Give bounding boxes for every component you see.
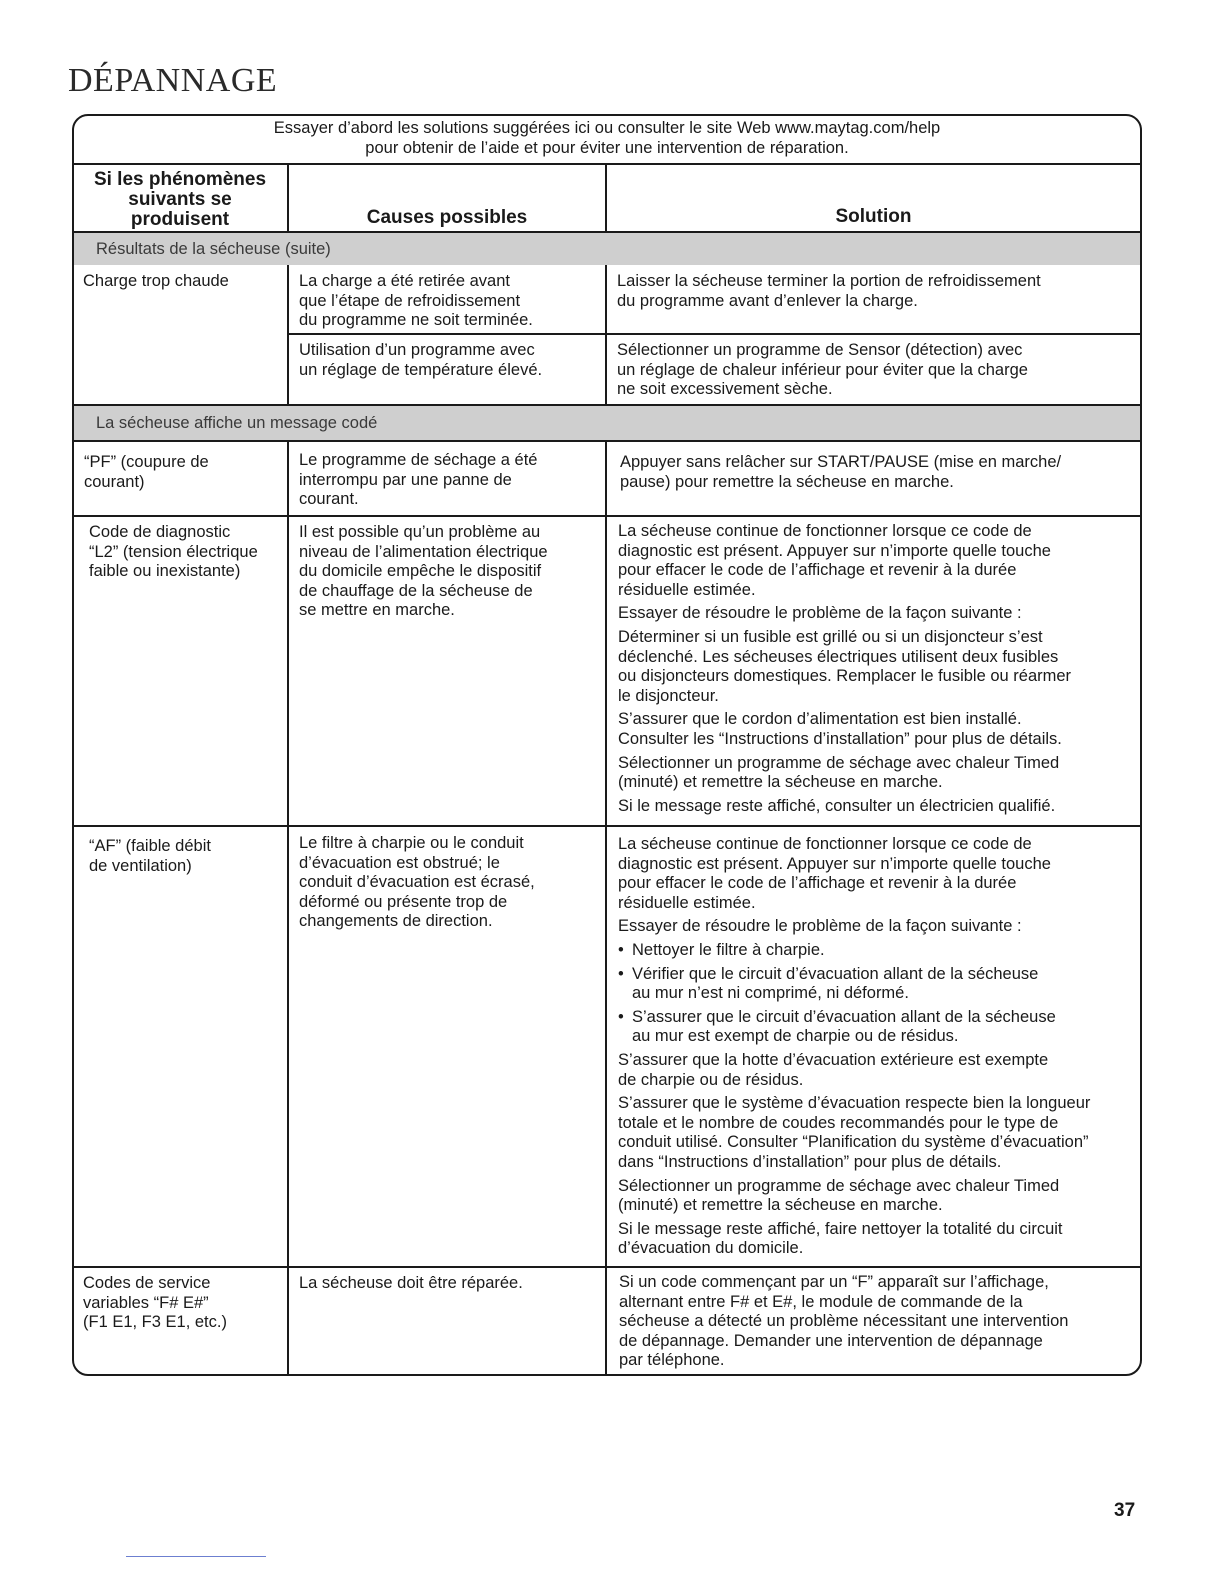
bullet-icon: • — [618, 964, 624, 983]
solution-cell — [618, 835, 1090, 1263]
header-cause: Causes possibles — [366, 207, 528, 228]
footer-rule — [126, 1556, 266, 1557]
solution-paragraph: Essayer de résoudre le problème de la façon suivante : — [618, 917, 1022, 936]
section-title: Résultats de la sécheuse (suite) — [96, 240, 331, 258]
solution-cell: Sélectionner un programme de Sensor (détection) avec un réglage de chaleur inférieur pour éviter que la charge ne soit excessivement sèche. — [617, 341, 1028, 399]
intro-text — [72, 118, 1142, 158]
rule-row — [74, 825, 1140, 827]
solution-paragraph: S’assurer que la hotte d’évacuation extérieure est exempte de charpie ou de résidus. — [618, 1050, 1049, 1089]
intro-line: pour obtenir de l’aide et pour éviter une intervention de réparation. — [365, 139, 849, 157]
symptom-cell: Code de diagnostic “L2” (tension électrique faible ou inexistante) — [89, 523, 258, 581]
solution-paragraph: S’assurer que le cordon d’alimentation est bien installé. Consulter les “Instructions d’installation” pour plus de détails. — [618, 710, 1062, 748]
cause-cell: Il est possible qu’un problème au niveau de l’alimentation électrique du domicile empêche le dispositif de chauffage de la sécheuse de se mettre en marche. — [299, 523, 548, 620]
symptom-cell: Codes de service variables “F# E#” (F1 E1, F3 E1, etc.) — [83, 1274, 227, 1332]
bullet-item: • Vérifier que le circuit d’évacuation allant de la sécheuse au mur n’est ni comprimé, ni déformé. — [618, 964, 1039, 1003]
section-band — [74, 406, 1140, 440]
rule-row — [74, 515, 1140, 517]
section-band — [74, 233, 1140, 265]
intro-line: Essayer d’abord les solutions suggérées ici ou consulter le site Web www.maytag.com/help — [273, 119, 941, 137]
cause-cell: La charge a été retirée avant que l’étape de refroidissement du programme ne soit terminée. — [299, 272, 533, 330]
page-title: DÉPANNAGE — [68, 62, 278, 99]
symptom-cell: Charge trop chaude — [83, 272, 229, 290]
rule-row — [74, 1266, 1140, 1268]
solution-paragraph: Sélectionner un programme de séchage avec chaleur Timed (minuté) et remettre la sécheuse en marche. — [618, 753, 1060, 792]
header-solution: Solution — [835, 206, 912, 227]
bullet-item: • Nettoyer le filtre à charpie. — [618, 940, 825, 959]
solution-paragraph: Essayer de résoudre le problème de la façon suivante : — [618, 604, 1022, 623]
solution-paragraph: Déterminer si un fusible est grillé ou si un disjoncteur s’est déclenché. Les sécheuses électriques utilisent deux fusibles ou disjoncteurs domestiques. Remplacer le fusible ou réarmer le disjoncteur. — [618, 627, 1072, 705]
section-title: La sécheuse affiche un message codé — [96, 414, 378, 432]
solution-paragraph: La sécheuse continue de fonctionner lorsque ce code de diagnostic est présent. Appuyer sur n’importe quelle touche pour effacer le code de l’affichage et revenir à la durée résiduelle estimée. — [618, 522, 1051, 599]
solution-paragraph: Si le message reste affiché, consulter un électricien qualifié. — [618, 796, 1056, 815]
solution-cell — [618, 522, 1071, 820]
cause-cell: Le programme de séchage a été interrompu par une panne de courant. — [299, 451, 538, 509]
symptom-cell: “PF” (coupure de courant) — [84, 453, 209, 491]
page-number: 37 — [1114, 1500, 1136, 1521]
cause-cell: Le filtre à charpie ou le conduit d’évacuation est obstrué; le conduit d’évacuation est écrasé, déformé ou présente trop de changements de direction. — [299, 834, 535, 931]
header-symptom: Si les phénomènes suivants se produisent — [93, 169, 267, 230]
bullet-item: • S’assurer que le circuit d’évacuation allant de la sécheuse au mur est exempt de charpie ou de résidus. — [618, 1007, 1056, 1046]
solution-cell: Si un code commençant par un “F” apparaît sur l’affichage, alternant entre F# et E#, le module de commande de la sécheuse a détecté un problème nécessitant une intervention de dépannage. Demander une intervention de dépannage par téléphone. — [619, 1273, 1069, 1370]
symptom-cell: “AF” (faible débit de ventilation) — [89, 837, 211, 875]
solution-paragraph: Si le message reste affiché, faire nettoyer la totalité du circuit d’évacuation du domicile. — [618, 1219, 1063, 1258]
rule-row — [288, 333, 1140, 335]
solution-cell: Laisser la sécheuse terminer la portion de refroidissement du programme avant d’enlever la charge. — [617, 272, 1041, 310]
cause-cell: La sécheuse doit être réparée. — [299, 1274, 523, 1292]
cause-cell: Utilisation d’un programme avec un réglage de température élevé. — [299, 341, 543, 379]
bullet-icon: • — [618, 940, 624, 959]
bullet-icon: • — [618, 1007, 624, 1026]
rule-intro — [74, 163, 1140, 165]
column-divider — [605, 163, 607, 1374]
column-divider — [287, 163, 289, 1374]
solution-paragraph: S’assurer que le système d’évacuation respecte bien la longueur totale et le nombre de coudes recommandés pour le type de conduit utilisé. Consulter “Planification du système d’évacuation” dans “Instructions d’installation” pour plus de détails. — [618, 1094, 1091, 1171]
rule-row — [74, 440, 1140, 442]
solution-paragraph: Sélectionner un programme de séchage avec chaleur Timed (minuté) et remettre la sécheuse en marche. — [618, 1176, 1060, 1215]
solution-cell: Appuyer sans relâcher sur START/PAUSE (mise en marche/ pause) pour remettre la sécheuse en marche. — [620, 453, 1062, 491]
solution-paragraph: La sécheuse continue de fonctionner lorsque ce code de diagnostic est présent. Appuyer sur n’importe quelle touche pour effacer le code de l’affichage et revenir à la durée résiduelle estimée. — [618, 835, 1051, 912]
